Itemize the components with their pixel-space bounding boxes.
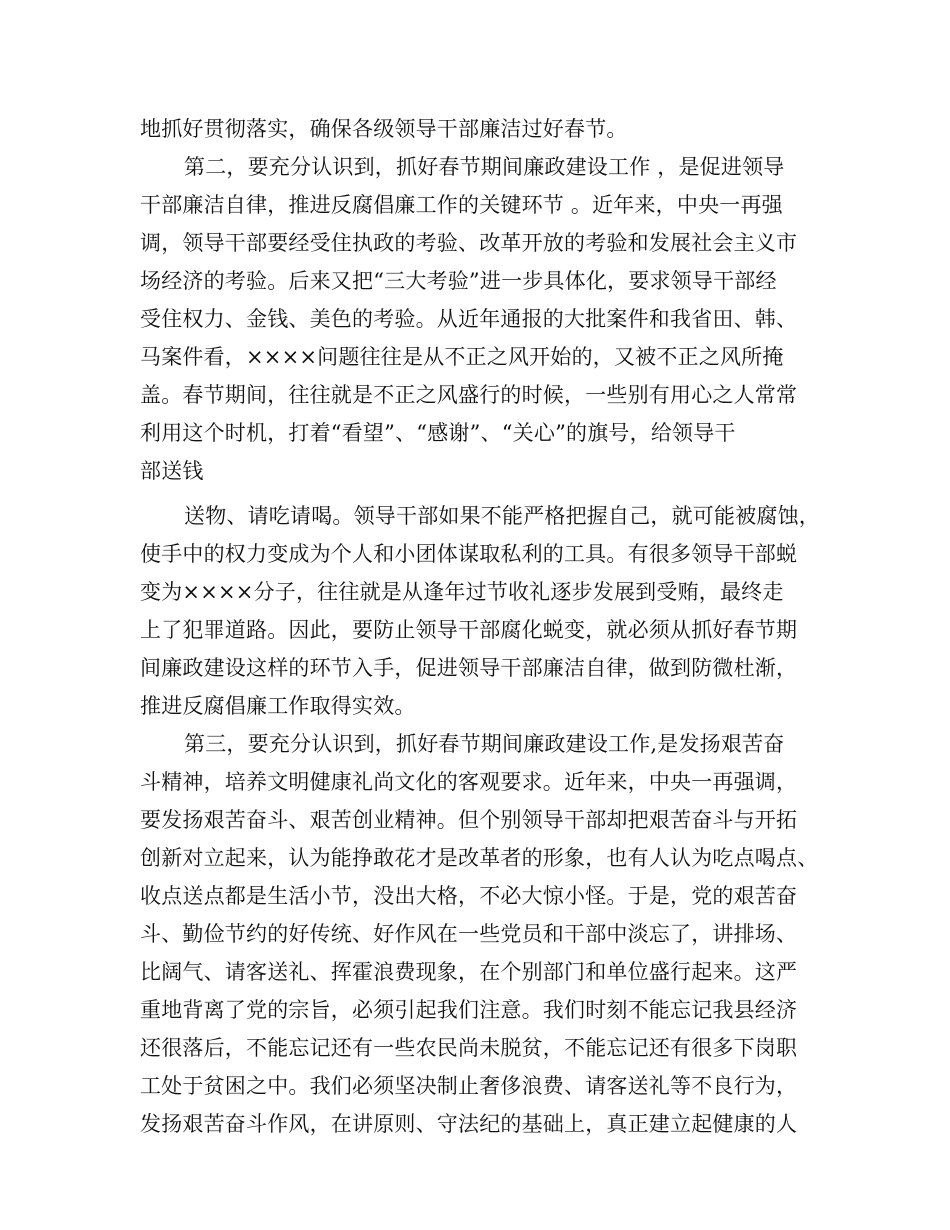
- text-line: 要发扬艰苦奋斗、艰苦创业精神。但个别领导干部却把艰苦奋斗与开拓: [140, 808, 798, 832]
- text-line: 还很落后，不能忘记还有一些农民尚未脱贫，不能忘记还有很多下岗职: [140, 1036, 798, 1060]
- text-line: 发扬艰苦奋斗作风，在讲原则、守法纪的基础上，真正建立起健康的人: [140, 1112, 798, 1136]
- text-line: 盖。春节期间，往往就是不正之风盛行的时候，一些别有用心之人常常: [140, 383, 798, 407]
- text-line: 马案件看，××××问题往往是从不正之风开始的，又被不正之风所掩: [140, 345, 784, 369]
- paragraph-start-line: 第二，要充分认识到，抓好春节期间廉政建设工作 ，是促进领导: [184, 155, 785, 179]
- text-line: 收点送点都是生活小节，没出大格，不必大惊小怪。于是，党的艰苦奋: [140, 884, 798, 908]
- paragraph-start-line: 送物、请吃请喝。领导干部如果不能严格把握自己，就可能被腐蚀，: [184, 504, 820, 528]
- text-line: 调，领导干部要经受住执政的考验、改革开放的考验和发展社会主义市: [140, 231, 798, 255]
- text-line: 间廉政建设这样的环节入手，促进领导干部廉洁自律，做到防微杜渐，: [140, 656, 798, 680]
- text-line: 地抓好贯彻落实，确保各级领导干部廉洁过好春节。: [140, 117, 628, 141]
- paragraph-start-line: 第三，要充分认识到，抓好春节期间廉政建设工作,是发扬艰苦奋: [184, 732, 785, 756]
- text-line: 利用这个时机，打着“看望”、“感谢”、“关心”的旗号，给领导干: [140, 421, 736, 445]
- text-line: 干部廉洁自律，推进反腐倡廉工作的关键环节 。近年来，中央一再强: [140, 193, 783, 217]
- text-line: 创新对立起来，认为能挣敢花才是改革者的形象，也有人认为吃点喝点、: [140, 846, 819, 870]
- text-line: 工处于贫困之中。我们必须坚决制止奢侈浪费、请客送礼等不良行为，: [140, 1074, 798, 1098]
- text-line: 斗、勤俭节约的好传统、好作风在一些党员和干部中淡忘了，讲排场、: [140, 922, 798, 946]
- text-line: 场经济的考验。后来又把“三大考验”进一步具体化，要求领导干部经: [140, 269, 777, 293]
- text-line: 使手中的权力变成为个人和小团体谋取私利的工具。有很多领导干部蜕: [140, 542, 798, 566]
- text-line: 重地背离了党的宗旨，必须引起我们注意。我们时刻不能忘记我县经济: [140, 998, 798, 1022]
- text-line: 推进反腐倡廉工作取得实效。: [140, 694, 416, 718]
- text-line: 变为××××分子，往往就是从逢年过节收礼逐步发展到受贿，最终走: [140, 580, 784, 604]
- text-line: 斗精神，培养文明健康礼尚文化的客观要求。近年来，中央一再强调，: [140, 770, 798, 794]
- text-line: 上了犯罪道路。因此，要防止领导干部腐化蜕变，就必须从抓好春节期: [140, 618, 798, 642]
- text-line: 受住权力、金钱、美色的考验。从近年通报的大批案件和我省田、韩、: [140, 307, 798, 331]
- text-line: 部送钱: [140, 459, 204, 483]
- text-line: 比阔气、请客送礼、挥霍浪费现象，在个别部门和单位盛行起来。这严: [140, 960, 798, 984]
